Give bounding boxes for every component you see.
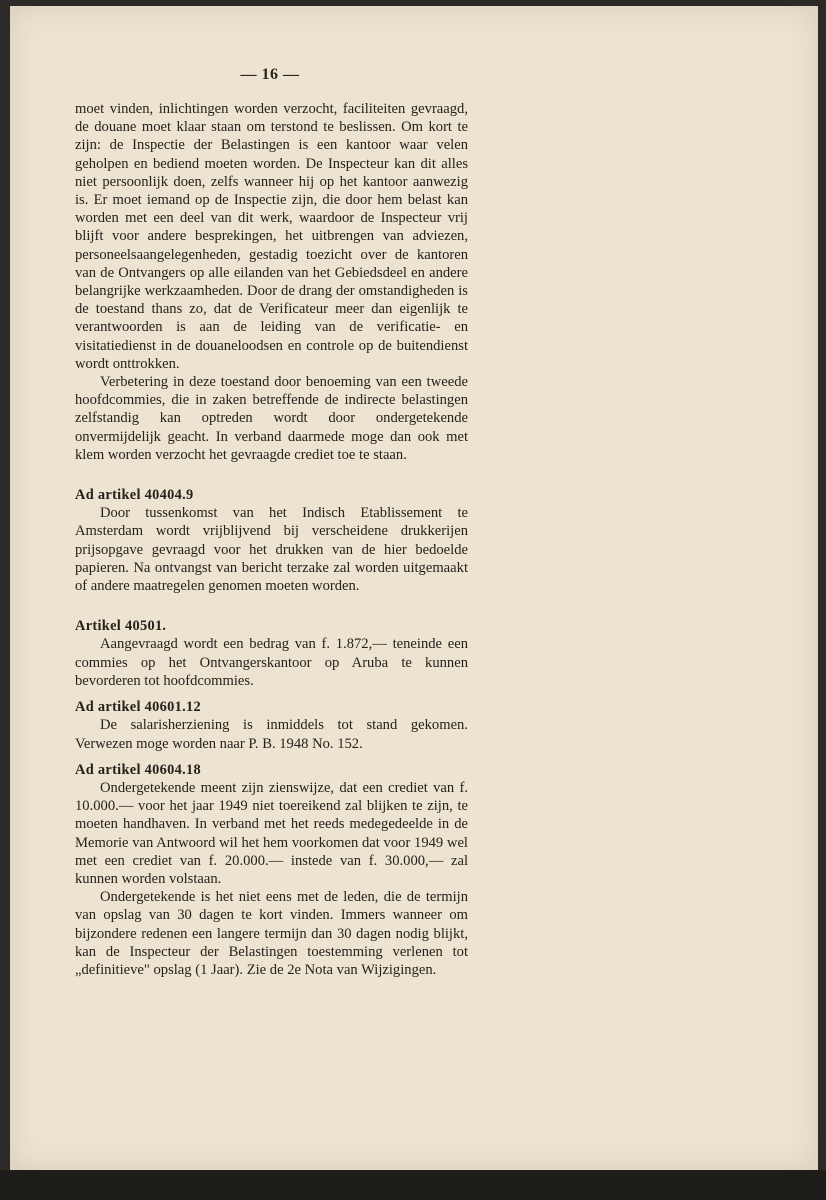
- paragraph-crediet: Ondergetekende meent zijn zienswijze, dat een crediet van f. 10.000.— voor het jaar 1949 niet toereikend zal blijken te zijn, te moeten handhaven. In verband met het reeds medegedeelde in de Memorie van Antwoord wil het hem voorkomen dat voor 1949 wel met een crediet van f. 20.000.— instede van f. 30.000,— zal kunnen worden volstaan.: [75, 779, 468, 887]
- heading-ad-artikel-40404-9: Ad artikel 40404.9: [75, 487, 194, 504]
- paragraph-continuation: moet vinden, inlichtingen worden verzocht, faciliteiten gevraagd, de douane moet klaar staan om terstond te beslissen. Om kort te zijn: de Inspectie der Belastingen is een kantoor waar velen geholpen en bediend moeten worden. De Inspecteur kan dit alles niet persoonlijk doen, zelfs wanneer hij op het kantoor aanwezig is. Er moet iemand op de Inspectie zijn, die door hem belast kan worden met een deel van dit werk, waardoor de Inspecteur vrij blijft voor andere besprekingen, het uitbrengen van adviezen, personeelsaangelegenheden, gestadig toezicht over de kantoren van de Ontvangers op alle eilanden van het Gebiedsdeel en andere belangrijke werkzaamheden. Door de drang der omstandigheden is de toestand thans zo, dat de Verificateur meer dan eigenlijk te verantwoorden is aan de leiding van de verificatie- en visitatiedienst in de douaneloodsen en controle op de buitendienst wordt onttrokken.: [75, 101, 468, 372]
- paragraph-verbetering: Verbetering in deze toestand door benoeming van een tweede hoofdcommies, die in zaken betreffende de indirecte belastingen zelfstandig kan optreden wordt door ondergetekende onvermijdelijk geacht. In verband daarmede moge dan ook met klem worden verzocht het gevraagde crediet toe te staan.: [75, 374, 468, 463]
- paragraph-drukkerijen: Door tussenkomst van het Indisch Etablissement te Amsterdam wordt vrijblijvend bij verscheidene drukkerijen prijsopgave gevraagd voor het drukken van de hier bedoelde papieren. Na ontvangst van bericht terzake zal worden uitgemaakt of andere maatregelen genomen moeten worden.: [75, 505, 468, 595]
- document-body: [75, 100, 468, 979]
- page-number: — 16 —: [240, 66, 300, 83]
- heading-ad-artikel-40604-18: Ad artikel 40604.18: [75, 761, 202, 778]
- heading-ad-artikel-40601-12: Ad artikel 40601.12: [75, 699, 202, 716]
- paragraph-termijn-opslag: Ondergetekende is het niet eens met de leden, die de termijn van opslag van 30 dagen te kort vinden. Immers wanneer om bijzondere redenen een langere termijn dan 30 dagen nodig blijkt, kan de Inspecteur der Belastingen toestemming verlenen tot „definitieve" opslag (1 Jaar). Zie de 2e Nota van Wijzigingen.: [75, 889, 468, 978]
- paragraph-salarisherziening: De salarisherziening is inmiddels tot stand gekomen. Verwezen moge worden naar P. B. 1948 No. 152.: [75, 717, 468, 752]
- heading-artikel-40501: Artikel 40501.: [75, 618, 167, 635]
- scan-bottom-edge: [0, 1170, 826, 1200]
- paragraph-aruba: Aangevraagd wordt een bedrag van f. 1.872,— teneinde een commies op het Ontvangerskantoor op Aruba te kunnen bevorderen tot hoofdcommies.: [75, 636, 468, 689]
